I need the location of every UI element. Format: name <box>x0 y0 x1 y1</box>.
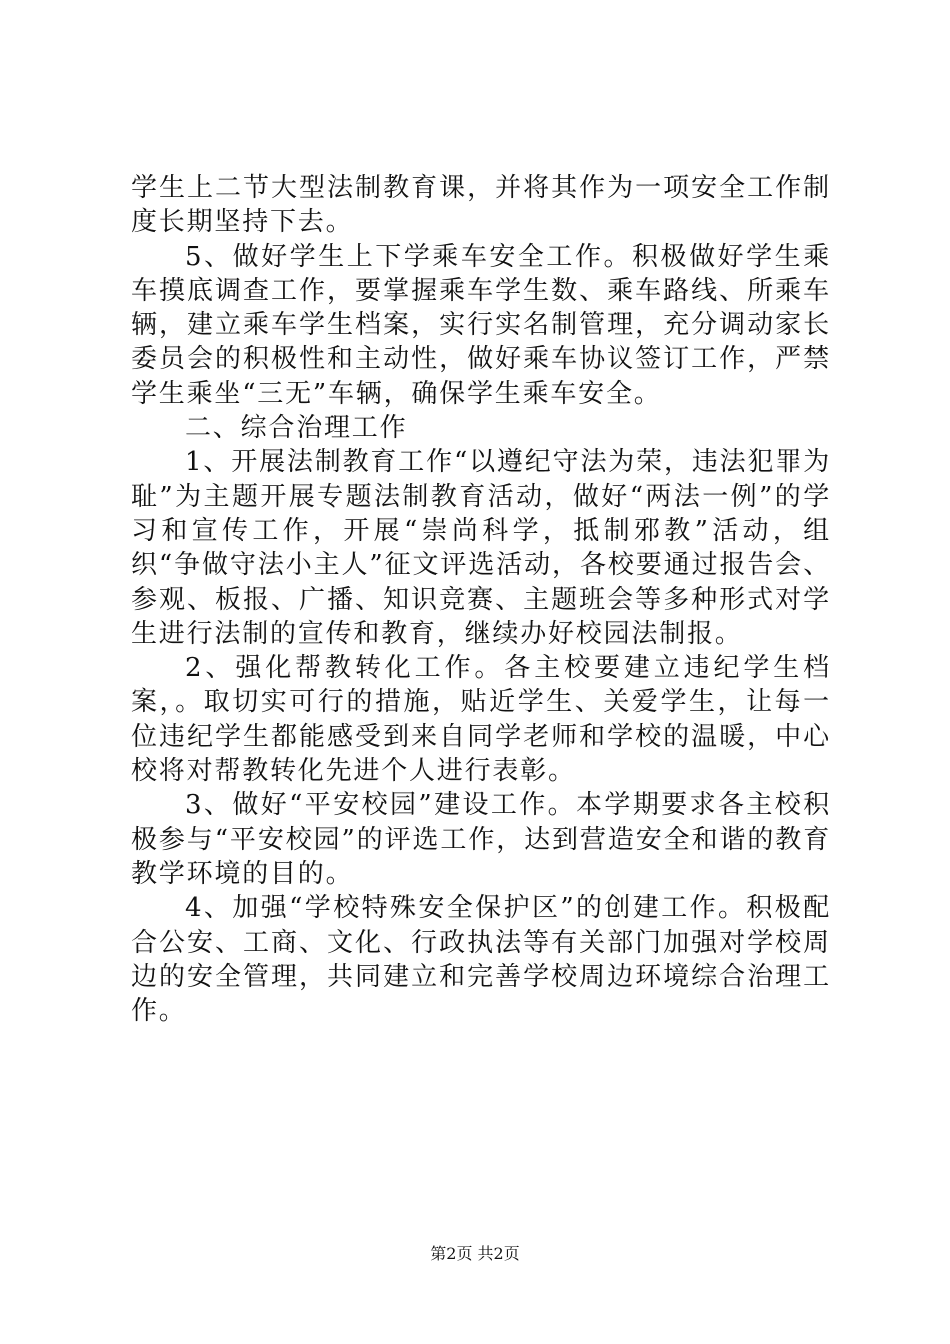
section-heading-comprehensive-governance: 二、综合治理工作 <box>185 413 408 444</box>
paragraph-item-2-assistance-education: 2、强化帮教转化工作。各主校要建立违纪学生档案，。取切实可行的措施，贴近学生、关爱学生，让每一位违纪学生都能感受到来自同学老师和学校的温暖，中心校将对帮教转化先进个人进行表彰。 <box>131 653 831 787</box>
paragraph-item-3-safe-campus: 3、做好“平安校园”建设工作。本学期要求各主校积极参与“平安校园”的评选工作，达到营造安全和谐的教育教学环境的目的。 <box>131 790 831 889</box>
document-body <box>131 171 831 1028</box>
page-footer <box>0 1244 950 1264</box>
paragraph-item-1-legal-education: 1、开展法制教育工作“以遵纪守法为荣，违法犯罪为耻”为主题开展专题法制教育活动，做好“两法一例”的学习和宣传工作，开展“崇尚科学，抵制邪教”活动，组织“争做守法小主人”征文评选活动，各校要通过报告会、参观、板报、广播、知识竞赛、主题班会等多种形式对学生进行法制的宣传和教育，继续办好校园法制报。 <box>131 447 831 649</box>
paragraph-item-4-protection-zone: 4、加强“学校特殊安全保护区”的创建工作。积极配合公安、工商、文化、行政执法等有关部门加强对学校周边的安全管理，共同建立和完善学校周边环境综合治理工作。 <box>131 893 831 1027</box>
page-number-label: 第2页 共2页 <box>430 1244 520 1263</box>
paragraph-continuation: 学生上二节大型法制教育课，并将其作为一项安全工作制度长期坚持下去。 <box>131 173 831 238</box>
paragraph-item-5-bus-safety: 5、做好学生上下学乘车安全工作。积极做好学生乘车摸底调查工作，要掌握乘车学生数、乘车路线、所乘车辆，建立乘车学生档案，实行实名制管理，充分调动家长委员会的积极性和主动性，做好乘车协议签订工作，严禁学生乘坐“三无”车辆，确保学生乘车安全。 <box>131 241 831 409</box>
